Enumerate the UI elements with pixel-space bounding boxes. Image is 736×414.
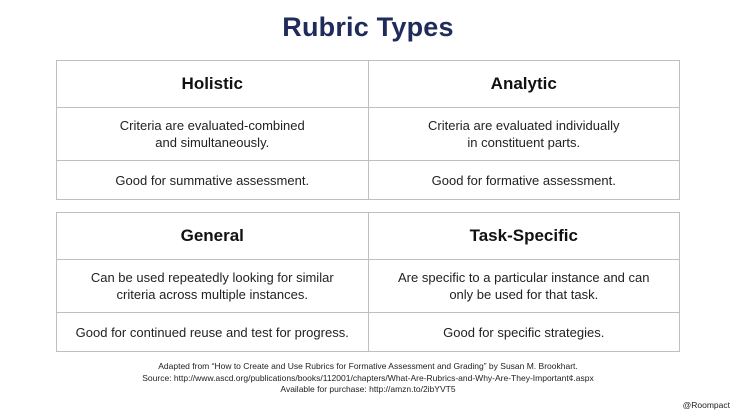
task-specific-criteria-cell <box>368 260 680 313</box>
table-row <box>57 161 680 200</box>
holistic-criteria-text: Criteria are evaluated-combined and simultaneously. <box>119 118 305 150</box>
analytic-criteria-text: Criteria are evaluated individually in constituent parts. <box>428 118 620 150</box>
header-task-specific: Task-Specific <box>368 213 680 260</box>
analytic-criteria-cell <box>368 108 680 161</box>
citation-line: Adapted from “How to Create and Use Rubrics for Formative Assessment and Grading” by Susan M. Brookhart. <box>158 361 578 371</box>
page-title: Rubric Types <box>282 12 454 42</box>
credit-handle: @Roompact <box>682 400 730 410</box>
general-criteria-cell <box>57 260 369 313</box>
header-holistic: Holistic <box>57 61 369 108</box>
table-header-row <box>57 213 680 260</box>
header-general: General <box>57 213 369 260</box>
general-use-cell: Good for continued reuse and test for progress. <box>57 313 369 352</box>
table-row <box>57 108 680 161</box>
table-row <box>57 313 680 352</box>
header-analytic: Analytic <box>368 61 680 108</box>
purchase-link-line: Available for purchase: http://amzn.to/2ibYVT5 <box>280 384 456 394</box>
source-url-line: Source: http://www.ascd.org/publications/books/112001/chapters/What-Are-Rubrics-and-Why-Are-They-Important¢.aspx <box>142 372 594 383</box>
analytic-use-cell: Good for formative assessment. <box>368 161 680 200</box>
table-header-row <box>57 61 680 108</box>
task-specific-criteria-text: Are specific to a particular instance and can only be used for that task. <box>398 270 650 302</box>
task-specific-use-cell: Good for specific strategies. <box>368 313 680 352</box>
general-criteria-text: Can be used repeatedly looking for similar criteria across multiple instances. <box>90 270 334 302</box>
holistic-criteria-cell <box>57 108 369 161</box>
rubric-table-general-task-specific <box>56 212 680 352</box>
table-row <box>57 260 680 313</box>
rubric-table-holistic-analytic <box>56 60 680 200</box>
holistic-use-cell: Good for summative assessment. <box>57 161 369 200</box>
source-citation <box>0 361 736 396</box>
